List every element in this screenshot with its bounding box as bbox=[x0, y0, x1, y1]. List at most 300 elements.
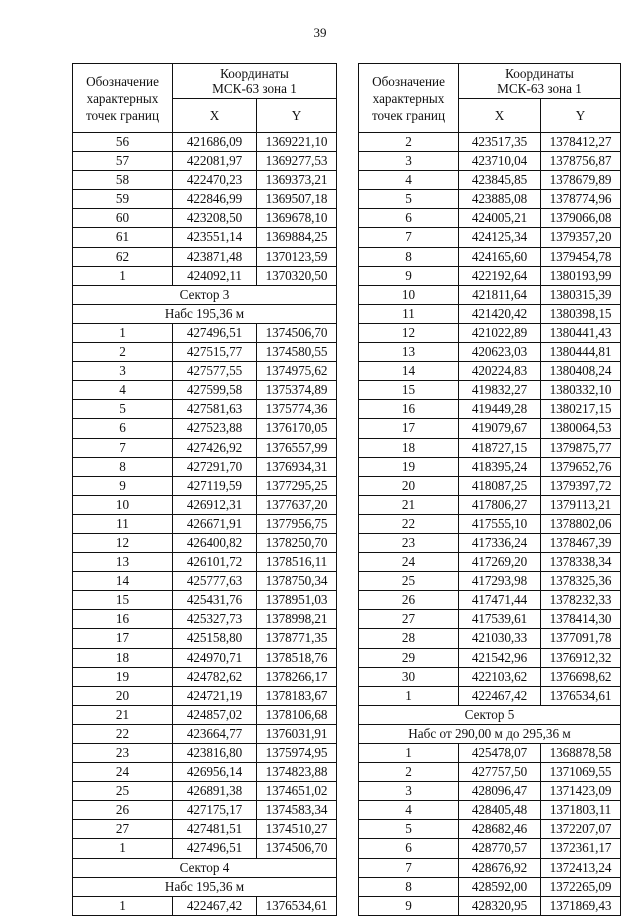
point-label: 16 bbox=[359, 400, 459, 419]
y-value: 1380064,53 bbox=[541, 419, 621, 438]
point-label: 7 bbox=[359, 228, 459, 247]
point-label: 10 bbox=[73, 495, 173, 514]
table-row bbox=[359, 343, 621, 362]
table-row bbox=[73, 247, 337, 266]
table-row bbox=[73, 705, 337, 724]
point-label: 2 bbox=[73, 343, 173, 362]
y-value: 1378516,11 bbox=[257, 553, 337, 572]
point-label-header bbox=[73, 64, 173, 133]
x-value: 428405,48 bbox=[459, 801, 541, 820]
table-row bbox=[359, 533, 621, 552]
table-row bbox=[359, 495, 621, 514]
page-number: 39 bbox=[313, 25, 327, 40]
point-label: 3 bbox=[359, 152, 459, 171]
table-row bbox=[73, 533, 337, 552]
y-value: 1371803,11 bbox=[541, 801, 621, 820]
y-value: 1380193,99 bbox=[541, 266, 621, 285]
y-value: 1372207,07 bbox=[541, 820, 621, 839]
table-row bbox=[359, 362, 621, 381]
point-label: 18 bbox=[73, 648, 173, 667]
table-row bbox=[359, 801, 621, 820]
point-label: 27 bbox=[359, 610, 459, 629]
x-value: 418727,15 bbox=[459, 438, 541, 457]
point-label: 2 bbox=[359, 133, 459, 152]
section-title: Сектор 5 bbox=[359, 705, 621, 724]
table-row bbox=[73, 763, 337, 782]
point-label: 2 bbox=[359, 763, 459, 782]
y-value: 1374510,27 bbox=[257, 820, 337, 839]
x-value: 427577,55 bbox=[173, 362, 257, 381]
x-value: 427175,17 bbox=[173, 801, 257, 820]
section-title: Набс 195,36 м bbox=[73, 877, 337, 896]
y-header: Y bbox=[257, 99, 337, 133]
x-value: 428676,92 bbox=[459, 858, 541, 877]
y-value: 1375774,36 bbox=[257, 400, 337, 419]
left-table-body bbox=[73, 133, 337, 916]
point-label: 7 bbox=[359, 858, 459, 877]
point-label: 8 bbox=[359, 877, 459, 896]
point-label: 22 bbox=[73, 724, 173, 743]
point-label: 1 bbox=[73, 323, 173, 342]
point-label: 61 bbox=[73, 228, 173, 247]
table-row bbox=[73, 171, 337, 190]
point-label: 1 bbox=[359, 686, 459, 705]
y-value: 1375974,95 bbox=[257, 744, 337, 763]
x-value: 420224,83 bbox=[459, 362, 541, 381]
table-row bbox=[73, 476, 337, 495]
point-label: 23 bbox=[359, 533, 459, 552]
x-value: 425431,76 bbox=[173, 591, 257, 610]
x-value: 418087,25 bbox=[459, 476, 541, 495]
y-value: 1378266,17 bbox=[257, 667, 337, 686]
table-row bbox=[73, 572, 337, 591]
y-value: 1375374,89 bbox=[257, 381, 337, 400]
point-label: 1 bbox=[73, 266, 173, 285]
y-value: 1380441,43 bbox=[541, 323, 621, 342]
table-row bbox=[359, 228, 621, 247]
table-row bbox=[359, 610, 621, 629]
table-row bbox=[73, 323, 337, 342]
y-value: 1378518,76 bbox=[257, 648, 337, 667]
section-title: Набс 195,36 м bbox=[73, 304, 337, 323]
point-label: 1 bbox=[359, 744, 459, 763]
y-value: 1378679,89 bbox=[541, 171, 621, 190]
table-row bbox=[73, 610, 337, 629]
point-label: 22 bbox=[359, 514, 459, 533]
point-label: 6 bbox=[359, 839, 459, 858]
table-row bbox=[359, 381, 621, 400]
y-value: 1379454,78 bbox=[541, 247, 621, 266]
header-label-line1: Обозначение bbox=[86, 73, 159, 89]
point-label: 26 bbox=[73, 801, 173, 820]
table-row bbox=[359, 152, 621, 171]
table-row bbox=[359, 419, 621, 438]
y-value: 1376698,62 bbox=[541, 667, 621, 686]
y-value: 1378183,67 bbox=[257, 686, 337, 705]
y-value: 1379066,08 bbox=[541, 209, 621, 228]
point-label: 9 bbox=[359, 266, 459, 285]
point-label: 13 bbox=[359, 343, 459, 362]
x-value: 423845,85 bbox=[459, 171, 541, 190]
x-header: X bbox=[173, 99, 257, 133]
point-label: 14 bbox=[359, 362, 459, 381]
x-value: 424165,60 bbox=[459, 247, 541, 266]
x-value: 421022,89 bbox=[459, 323, 541, 342]
coords-header bbox=[459, 64, 621, 99]
y-value: 1369884,25 bbox=[257, 228, 337, 247]
x-value: 422467,42 bbox=[459, 686, 541, 705]
point-label: 16 bbox=[73, 610, 173, 629]
x-value: 417555,10 bbox=[459, 514, 541, 533]
y-value: 1378771,35 bbox=[257, 629, 337, 648]
x-value: 427426,92 bbox=[173, 438, 257, 457]
point-label: 21 bbox=[359, 495, 459, 514]
table-row bbox=[359, 572, 621, 591]
section-row bbox=[73, 858, 337, 877]
y-value: 1374651,02 bbox=[257, 782, 337, 801]
table-row bbox=[73, 896, 337, 915]
point-label: 17 bbox=[73, 629, 173, 648]
y-value: 1378106,68 bbox=[257, 705, 337, 724]
point-label: 58 bbox=[73, 171, 173, 190]
x-value: 424857,02 bbox=[173, 705, 257, 724]
x-value: 421030,33 bbox=[459, 629, 541, 648]
x-value: 423551,14 bbox=[173, 228, 257, 247]
x-value: 417471,44 bbox=[459, 591, 541, 610]
x-value: 428592,00 bbox=[459, 877, 541, 896]
table-row bbox=[73, 820, 337, 839]
point-label-header bbox=[359, 64, 459, 133]
point-label: 20 bbox=[73, 686, 173, 705]
x-value: 421686,09 bbox=[173, 133, 257, 152]
x-value: 427757,50 bbox=[459, 763, 541, 782]
table-row bbox=[359, 209, 621, 228]
point-label: 3 bbox=[359, 782, 459, 801]
table-row bbox=[359, 438, 621, 457]
coords-header-line2: МСК-63 зона 1 bbox=[212, 81, 297, 96]
y-value: 1380332,10 bbox=[541, 381, 621, 400]
table-row bbox=[359, 858, 621, 877]
x-value: 422103,62 bbox=[459, 667, 541, 686]
section-row bbox=[359, 724, 621, 743]
x-value: 422081,97 bbox=[173, 152, 257, 171]
y-value: 1380444,81 bbox=[541, 343, 621, 362]
header-label-line2: характерных bbox=[372, 90, 445, 106]
point-label: 5 bbox=[359, 190, 459, 209]
x-value: 427523,88 bbox=[173, 419, 257, 438]
table-row bbox=[359, 629, 621, 648]
y-value: 1372361,17 bbox=[541, 839, 621, 858]
y-value: 1379113,21 bbox=[541, 495, 621, 514]
section-row bbox=[73, 304, 337, 323]
y-value: 1378412,27 bbox=[541, 133, 621, 152]
y-value: 1376557,99 bbox=[257, 438, 337, 457]
y-value: 1379357,20 bbox=[541, 228, 621, 247]
x-value: 428770,57 bbox=[459, 839, 541, 858]
x-value: 417539,61 bbox=[459, 610, 541, 629]
y-value: 1378338,34 bbox=[541, 553, 621, 572]
table-row bbox=[359, 782, 621, 801]
y-value: 1374583,34 bbox=[257, 801, 337, 820]
x-value: 417269,20 bbox=[459, 553, 541, 572]
y-value: 1379652,76 bbox=[541, 457, 621, 476]
table-row bbox=[73, 801, 337, 820]
point-label: 24 bbox=[73, 763, 173, 782]
table-row bbox=[73, 152, 337, 171]
y-value: 1372413,24 bbox=[541, 858, 621, 877]
section-row bbox=[73, 877, 337, 896]
x-value: 419832,27 bbox=[459, 381, 541, 400]
y-value: 1377295,25 bbox=[257, 476, 337, 495]
x-value: 425158,80 bbox=[173, 629, 257, 648]
x-value: 422846,99 bbox=[173, 190, 257, 209]
table-row bbox=[359, 553, 621, 572]
table-row bbox=[73, 514, 337, 533]
point-label: 60 bbox=[73, 209, 173, 228]
point-label: 56 bbox=[73, 133, 173, 152]
y-value: 1377091,78 bbox=[541, 629, 621, 648]
y-value: 1374580,55 bbox=[257, 343, 337, 362]
coords-header-line1: Координаты bbox=[505, 65, 574, 81]
table-row bbox=[359, 648, 621, 667]
coordinates-table-right bbox=[358, 63, 621, 916]
y-value: 1371869,43 bbox=[541, 896, 621, 915]
x-value: 426671,91 bbox=[173, 514, 257, 533]
x-value: 420623,03 bbox=[459, 343, 541, 362]
table-row bbox=[359, 247, 621, 266]
header-label-line3: точек границ bbox=[85, 107, 160, 123]
point-label: 19 bbox=[73, 667, 173, 686]
x-value: 427481,51 bbox=[173, 820, 257, 839]
y-value: 1378467,39 bbox=[541, 533, 621, 552]
y-value: 1369277,53 bbox=[257, 152, 337, 171]
point-label: 15 bbox=[73, 591, 173, 610]
y-value: 1378325,36 bbox=[541, 572, 621, 591]
table-row bbox=[73, 133, 337, 152]
x-value: 421811,64 bbox=[459, 285, 541, 304]
table-row bbox=[359, 266, 621, 285]
table-row bbox=[359, 400, 621, 419]
table-row bbox=[73, 190, 337, 209]
point-label: 9 bbox=[359, 896, 459, 915]
point-label: 23 bbox=[73, 744, 173, 763]
table-row bbox=[73, 266, 337, 285]
x-value: 423710,04 bbox=[459, 152, 541, 171]
y-value: 1374506,70 bbox=[257, 839, 337, 858]
point-label: 29 bbox=[359, 648, 459, 667]
x-value: 423816,80 bbox=[173, 744, 257, 763]
point-label: 19 bbox=[359, 457, 459, 476]
table-row bbox=[359, 839, 621, 858]
table-row bbox=[73, 438, 337, 457]
point-label: 5 bbox=[73, 400, 173, 419]
y-value: 1377956,75 bbox=[257, 514, 337, 533]
point-label: 8 bbox=[73, 457, 173, 476]
table-row bbox=[359, 514, 621, 533]
coords-header bbox=[173, 64, 337, 99]
x-value: 421420,42 bbox=[459, 304, 541, 323]
y-value: 1380398,15 bbox=[541, 304, 621, 323]
x-value: 417336,24 bbox=[459, 533, 541, 552]
section-title: Набс от 290,00 м до 295,36 м bbox=[359, 724, 621, 743]
y-value: 1377637,20 bbox=[257, 495, 337, 514]
x-value: 424005,21 bbox=[459, 209, 541, 228]
y-value: 1368878,58 bbox=[541, 744, 621, 763]
table-row bbox=[359, 190, 621, 209]
x-value: 427291,70 bbox=[173, 457, 257, 476]
point-label: 4 bbox=[359, 171, 459, 190]
y-value: 1374823,88 bbox=[257, 763, 337, 782]
point-label: 13 bbox=[73, 553, 173, 572]
point-label: 15 bbox=[359, 381, 459, 400]
x-value: 417293,98 bbox=[459, 572, 541, 591]
table-row bbox=[73, 362, 337, 381]
y-value: 1371423,09 bbox=[541, 782, 621, 801]
x-value: 424721,19 bbox=[173, 686, 257, 705]
x-value: 421542,96 bbox=[459, 648, 541, 667]
y-value: 1369373,21 bbox=[257, 171, 337, 190]
y-value: 1372265,09 bbox=[541, 877, 621, 896]
table-row bbox=[359, 457, 621, 476]
x-value: 425777,63 bbox=[173, 572, 257, 591]
y-value: 1380315,39 bbox=[541, 285, 621, 304]
section-title: Сектор 4 bbox=[73, 858, 337, 877]
table-row bbox=[73, 209, 337, 228]
y-header: Y bbox=[541, 99, 621, 133]
y-value: 1371069,55 bbox=[541, 763, 621, 782]
y-value: 1378250,70 bbox=[257, 533, 337, 552]
y-value: 1378756,87 bbox=[541, 152, 621, 171]
table-row bbox=[73, 228, 337, 247]
table-row bbox=[73, 553, 337, 572]
x-value: 422192,64 bbox=[459, 266, 541, 285]
table-row bbox=[359, 744, 621, 763]
point-label: 4 bbox=[359, 801, 459, 820]
x-value: 428682,46 bbox=[459, 820, 541, 839]
x-value: 423517,35 bbox=[459, 133, 541, 152]
point-label: 11 bbox=[359, 304, 459, 323]
table-row bbox=[73, 419, 337, 438]
point-label: 3 bbox=[73, 362, 173, 381]
table-row bbox=[359, 171, 621, 190]
point-label: 9 bbox=[73, 476, 173, 495]
x-value: 426956,14 bbox=[173, 763, 257, 782]
table-row bbox=[73, 839, 337, 858]
table-row bbox=[73, 782, 337, 801]
y-value: 1378414,30 bbox=[541, 610, 621, 629]
x-value: 426912,31 bbox=[173, 495, 257, 514]
x-value: 426400,82 bbox=[173, 533, 257, 552]
table-row bbox=[359, 323, 621, 342]
y-value: 1374506,70 bbox=[257, 323, 337, 342]
y-value: 1376170,05 bbox=[257, 419, 337, 438]
table-row bbox=[73, 495, 337, 514]
y-value: 1376534,61 bbox=[257, 896, 337, 915]
y-value: 1378998,21 bbox=[257, 610, 337, 629]
table-row bbox=[73, 343, 337, 362]
point-label: 21 bbox=[73, 705, 173, 724]
right-table-body bbox=[359, 133, 621, 916]
section-row bbox=[359, 705, 621, 724]
y-value: 1378750,34 bbox=[257, 572, 337, 591]
x-value: 423871,48 bbox=[173, 247, 257, 266]
point-label: 18 bbox=[359, 438, 459, 457]
y-value: 1376031,91 bbox=[257, 724, 337, 743]
table-row bbox=[359, 591, 621, 610]
table-row bbox=[73, 744, 337, 763]
table-row bbox=[359, 896, 621, 915]
point-label: 5 bbox=[359, 820, 459, 839]
table-row bbox=[73, 724, 337, 743]
header-label-line3: точек границ bbox=[371, 107, 446, 123]
table-row bbox=[73, 400, 337, 419]
table-row bbox=[359, 133, 621, 152]
x-value: 419449,28 bbox=[459, 400, 541, 419]
point-label: 1 bbox=[73, 896, 173, 915]
x-value: 427496,51 bbox=[173, 839, 257, 858]
x-value: 424970,71 bbox=[173, 648, 257, 667]
point-label: 7 bbox=[73, 438, 173, 457]
x-value: 427496,51 bbox=[173, 323, 257, 342]
x-value: 427581,63 bbox=[173, 400, 257, 419]
x-value: 417806,27 bbox=[459, 495, 541, 514]
y-value: 1379397,72 bbox=[541, 476, 621, 495]
section-title: Сектор 3 bbox=[73, 285, 337, 304]
y-value: 1369221,10 bbox=[257, 133, 337, 152]
table-row bbox=[359, 285, 621, 304]
table-row bbox=[359, 476, 621, 495]
table-row bbox=[73, 381, 337, 400]
point-label: 17 bbox=[359, 419, 459, 438]
y-value: 1380217,15 bbox=[541, 400, 621, 419]
x-value: 428320,95 bbox=[459, 896, 541, 915]
table-row bbox=[359, 304, 621, 323]
point-label: 1 bbox=[73, 839, 173, 858]
section-row bbox=[73, 285, 337, 304]
table-row bbox=[73, 591, 337, 610]
x-value: 423885,08 bbox=[459, 190, 541, 209]
table-row bbox=[359, 820, 621, 839]
x-value: 424782,62 bbox=[173, 667, 257, 686]
x-header: X bbox=[459, 99, 541, 133]
x-value: 423208,50 bbox=[173, 209, 257, 228]
point-label: 4 bbox=[73, 381, 173, 400]
table-row bbox=[73, 629, 337, 648]
point-label: 8 bbox=[359, 247, 459, 266]
header-label-line1: Обозначение bbox=[372, 73, 445, 89]
x-value: 426891,38 bbox=[173, 782, 257, 801]
x-value: 427515,77 bbox=[173, 343, 257, 362]
point-label: 14 bbox=[73, 572, 173, 591]
y-value: 1376934,31 bbox=[257, 457, 337, 476]
table-row bbox=[73, 667, 337, 686]
point-label: 57 bbox=[73, 152, 173, 171]
point-label: 26 bbox=[359, 591, 459, 610]
y-value: 1380408,24 bbox=[541, 362, 621, 381]
point-label: 62 bbox=[73, 247, 173, 266]
point-label: 20 bbox=[359, 476, 459, 495]
point-label: 6 bbox=[359, 209, 459, 228]
y-value: 1369507,18 bbox=[257, 190, 337, 209]
y-value: 1376912,32 bbox=[541, 648, 621, 667]
y-value: 1378774,96 bbox=[541, 190, 621, 209]
table-row bbox=[359, 667, 621, 686]
point-label: 12 bbox=[359, 323, 459, 342]
point-label: 25 bbox=[73, 782, 173, 801]
point-label: 59 bbox=[73, 190, 173, 209]
point-label: 28 bbox=[359, 629, 459, 648]
table-row bbox=[359, 686, 621, 705]
